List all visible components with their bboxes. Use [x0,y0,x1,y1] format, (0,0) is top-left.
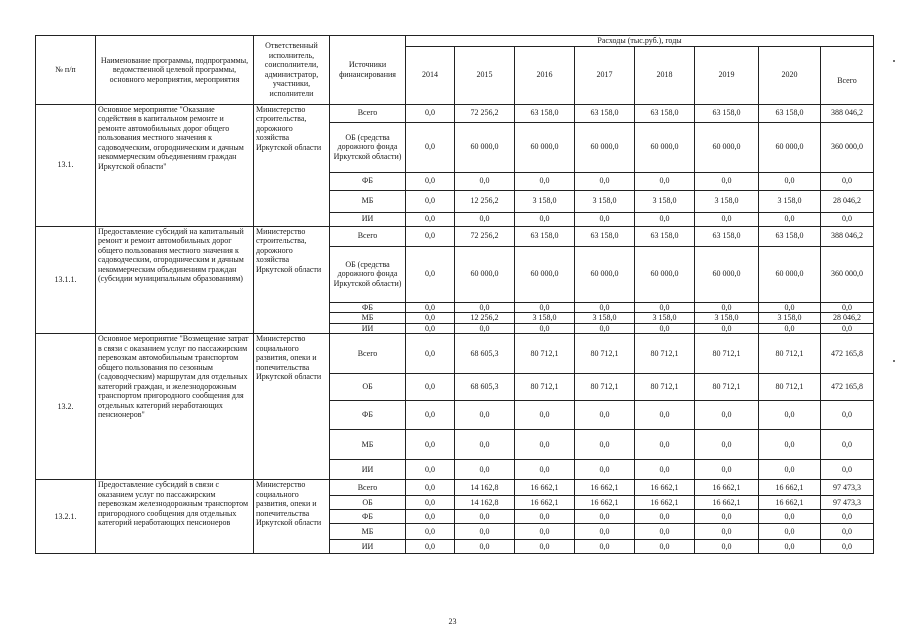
year-value: 16 662,1 [575,480,635,496]
year-value: 72 256,2 [455,104,515,122]
total-value: 472 165,8 [821,374,874,401]
year-value: 0,0 [759,510,821,524]
year-value: 0,0 [759,401,821,430]
year-value: 0,0 [635,401,695,430]
year-value: 3 158,0 [515,190,575,212]
year-value: 0,0 [575,323,635,334]
funding-source: Всего [330,480,406,496]
year-value: 63 158,0 [515,104,575,122]
year-value: 0,0 [575,172,635,190]
funding-source: Всего [330,104,406,122]
year-value: 0,0 [635,212,695,226]
year-value: 60 000,0 [515,122,575,172]
header-year: 2015 [455,46,515,104]
total-value: 0,0 [821,302,874,313]
row-name: Предоставление субсидий в связи с оказанием услуг по пассажирским перевозкам железнодорожным транспортом пригородного сообщения для отдельных категорий неработающих пенсионеров [96,480,254,554]
funding-source: Всего [330,334,406,374]
year-value: 12 256,2 [455,190,515,212]
funding-source: ФБ [330,302,406,313]
header-year: 2019 [695,46,759,104]
year-value: 0,0 [515,323,575,334]
year-value: 0,0 [759,212,821,226]
year-value: 0,0 [455,323,515,334]
header-year: 2014 [406,46,455,104]
year-value: 0,0 [575,430,635,460]
year-value: 0,0 [406,480,455,496]
year-value: 0,0 [635,540,695,554]
total-value: 28 046,2 [821,313,874,324]
header-year: 2017 [575,46,635,104]
year-value: 80 712,1 [635,334,695,374]
funding-source: ИИ [330,460,406,480]
total-value: 0,0 [821,524,874,540]
year-value: 80 712,1 [515,334,575,374]
year-value: 0,0 [406,496,455,510]
funding-source: ФБ [330,401,406,430]
year-value: 0,0 [695,524,759,540]
year-value: 0,0 [759,323,821,334]
year-value: 0,0 [455,212,515,226]
total-value: 0,0 [821,510,874,524]
year-value: 80 712,1 [695,374,759,401]
header-responsible: Ответственный исполнитель, соисполнители, администратор, участники, исполнители [254,36,330,105]
year-value: 80 712,1 [759,334,821,374]
funding-source: ФБ [330,510,406,524]
year-value: 68 605,3 [455,374,515,401]
funding-source: МБ [330,524,406,540]
year-value: 60 000,0 [695,122,759,172]
year-value: 0,0 [406,510,455,524]
year-value: 0,0 [695,460,759,480]
total-value: 472 165,8 [821,334,874,374]
year-value: 0,0 [406,374,455,401]
year-value: 80 712,1 [635,374,695,401]
year-value: 0,0 [695,430,759,460]
year-value: 63 158,0 [635,226,695,246]
year-value: 0,0 [515,172,575,190]
year-value: 0,0 [455,430,515,460]
year-value: 0,0 [515,524,575,540]
total-value: 0,0 [821,172,874,190]
header-total: Всего [821,46,874,104]
funding-source: ОБ [330,496,406,510]
year-value: 16 662,1 [515,480,575,496]
year-value: 63 158,0 [515,226,575,246]
year-value: 68 605,3 [455,334,515,374]
year-value: 0,0 [635,524,695,540]
year-value: 0,0 [455,510,515,524]
header-idx: № п/п [36,36,96,105]
year-value: 0,0 [695,323,759,334]
year-value: 0,0 [455,401,515,430]
year-value: 0,0 [406,540,455,554]
year-value: 63 158,0 [575,104,635,122]
year-value: 0,0 [515,401,575,430]
funding-source: МБ [330,190,406,212]
year-value: 0,0 [406,226,455,246]
total-value: 0,0 [821,540,874,554]
year-value: 0,0 [406,460,455,480]
total-value: 28 046,2 [821,190,874,212]
year-value: 63 158,0 [635,104,695,122]
year-value: 0,0 [406,172,455,190]
year-value: 0,0 [575,540,635,554]
total-value: 0,0 [821,401,874,430]
year-value: 80 712,1 [695,334,759,374]
total-value: 0,0 [821,460,874,480]
year-value: 3 158,0 [575,313,635,324]
year-value: 63 158,0 [575,226,635,246]
year-value: 60 000,0 [515,246,575,302]
row-responsible: Министерство строительства, дорожного хозяйства Иркутской области [254,226,330,334]
total-value: 97 473,3 [821,496,874,510]
year-value: 0,0 [635,510,695,524]
total-value: 0,0 [821,323,874,334]
total-value: 360 000,0 [821,122,874,172]
year-value: 0,0 [406,401,455,430]
year-value: 0,0 [759,524,821,540]
year-value: 14 162,8 [455,480,515,496]
row-name: Предоставление субсидий на капитальный ремонт и ремонт автомобильных дорог общего пользования местного значения к садоводческим, огородническим и дачным некоммерческим объединениям граждан (субсидии муниципальным образованиям) [96,226,254,334]
page-number: 23 [448,617,457,626]
funding-source: ОБ [330,374,406,401]
header-expenses: Расходы (тыс.руб.), годы [406,36,874,47]
year-value: 0,0 [455,540,515,554]
year-value: 0,0 [575,212,635,226]
year-value: 0,0 [759,302,821,313]
year-value: 80 712,1 [759,374,821,401]
year-value: 63 158,0 [759,226,821,246]
year-value: 0,0 [695,212,759,226]
year-value: 3 158,0 [635,313,695,324]
scan-speck [893,360,895,362]
year-value: 3 158,0 [515,313,575,324]
year-value: 0,0 [759,540,821,554]
funding-source: МБ [330,430,406,460]
year-value: 72 256,2 [455,226,515,246]
funding-source: ОБ (средства дорожного фонда Иркутской области) [330,246,406,302]
header-year: 2020 [759,46,821,104]
year-value: 0,0 [406,430,455,460]
year-value: 60 000,0 [759,246,821,302]
year-value: 0,0 [759,460,821,480]
row-index: 13.2.1. [36,480,96,554]
year-value: 60 000,0 [575,122,635,172]
total-value: 388 046,2 [821,104,874,122]
year-value: 0,0 [406,212,455,226]
funding-source: ФБ [330,172,406,190]
header-name: Наименование программы, подпрограммы, ведомственной целевой программы, основного мероприятия, мероприятия [96,36,254,105]
row-name: Основное мероприятие "Оказание содействия в капитальном ремонте и ремонте автомобильных дорог общего пользования местного значения к садоводческим, огородническим и дачным некоммерческим объединениям граждан Иркутской области" [96,104,254,226]
year-value: 3 158,0 [695,190,759,212]
year-value: 16 662,1 [695,480,759,496]
funding-source: ИИ [330,323,406,334]
year-value: 16 662,1 [515,496,575,510]
year-value: 0,0 [575,302,635,313]
year-value: 0,0 [695,540,759,554]
year-value: 0,0 [515,430,575,460]
year-value: 0,0 [406,302,455,313]
year-value: 0,0 [575,460,635,480]
scan-speck [893,60,895,62]
year-value: 16 662,1 [759,496,821,510]
year-value: 0,0 [515,302,575,313]
row-responsible: Министерство строительства, дорожного хозяйства Иркутской области [254,104,330,226]
year-value: 0,0 [455,302,515,313]
year-value: 16 662,1 [759,480,821,496]
year-value: 0,0 [455,524,515,540]
year-value: 63 158,0 [695,226,759,246]
total-value: 97 473,3 [821,480,874,496]
year-value: 0,0 [406,104,455,122]
year-value: 14 162,8 [455,496,515,510]
year-value: 0,0 [695,510,759,524]
row-index: 13.2. [36,334,96,480]
row-name: Основное мероприятие "Возмещение затрат в связи с оказанием услуг по пассажирским перевозкам автомобильным транспортом общего пользования по сезонным (садоводческим) маршрутам для отдельных категорий граждан, и железнодорожным транспортом пригородного сообщения для отдельных категорий неработающих пенсионеров" [96,334,254,480]
year-value: 16 662,1 [635,496,695,510]
year-value: 60 000,0 [575,246,635,302]
budget-table [35,35,874,554]
funding-source: ИИ [330,540,406,554]
year-value: 3 158,0 [695,313,759,324]
year-value: 0,0 [575,401,635,430]
row-index: 13.1.1. [36,226,96,334]
year-value: 0,0 [759,172,821,190]
year-value: 60 000,0 [455,122,515,172]
year-value: 3 158,0 [759,190,821,212]
table-body [36,104,874,554]
total-value: 0,0 [821,212,874,226]
table-row [36,480,874,496]
header-year: 2016 [515,46,575,104]
year-value: 60 000,0 [695,246,759,302]
funding-source: ИИ [330,212,406,226]
year-value: 0,0 [635,172,695,190]
year-value: 0,0 [406,190,455,212]
funding-source: Всего [330,226,406,246]
year-value: 0,0 [406,334,455,374]
year-value: 80 712,1 [515,374,575,401]
year-value: 0,0 [635,302,695,313]
year-value: 60 000,0 [635,246,695,302]
year-value: 16 662,1 [695,496,759,510]
year-value: 3 158,0 [635,190,695,212]
total-value: 360 000,0 [821,246,874,302]
row-index: 13.1. [36,104,96,226]
year-value: 80 712,1 [575,334,635,374]
year-value: 0,0 [406,524,455,540]
year-value: 0,0 [406,246,455,302]
year-value: 0,0 [759,430,821,460]
row-responsible: Министерство социального развития, опеки и попечительства Иркутской области [254,480,330,554]
year-value: 16 662,1 [635,480,695,496]
total-value: 0,0 [821,430,874,460]
year-value: 0,0 [635,430,695,460]
year-value: 0,0 [406,313,455,324]
year-value: 16 662,1 [575,496,635,510]
year-value: 0,0 [455,460,515,480]
year-value: 0,0 [695,172,759,190]
table-row [36,226,874,246]
year-value: 0,0 [695,401,759,430]
year-value: 60 000,0 [635,122,695,172]
year-value: 63 158,0 [695,104,759,122]
header-year: 2018 [635,46,695,104]
header-source: Источники финансирования [330,36,406,105]
year-value: 60 000,0 [759,122,821,172]
year-value: 0,0 [406,323,455,334]
table-row [36,334,874,374]
year-value: 63 158,0 [759,104,821,122]
year-value: 0,0 [695,302,759,313]
year-value: 3 158,0 [759,313,821,324]
year-value: 3 158,0 [575,190,635,212]
year-value: 0,0 [406,122,455,172]
year-value: 0,0 [515,460,575,480]
year-value: 60 000,0 [455,246,515,302]
year-value: 0,0 [515,540,575,554]
row-responsible: Министерство социального развития, опеки и попечительства Иркутской области [254,334,330,480]
year-value: 0,0 [515,212,575,226]
year-value: 12 256,2 [455,313,515,324]
year-value: 0,0 [515,510,575,524]
funding-source: МБ [330,313,406,324]
year-value: 80 712,1 [575,374,635,401]
year-value: 0,0 [575,524,635,540]
year-value: 0,0 [575,510,635,524]
funding-source: ОБ (средства дорожного фонда Иркутской области) [330,122,406,172]
year-value: 0,0 [635,460,695,480]
total-value: 388 046,2 [821,226,874,246]
year-value: 0,0 [455,172,515,190]
table-row [36,104,874,122]
year-value: 0,0 [635,323,695,334]
